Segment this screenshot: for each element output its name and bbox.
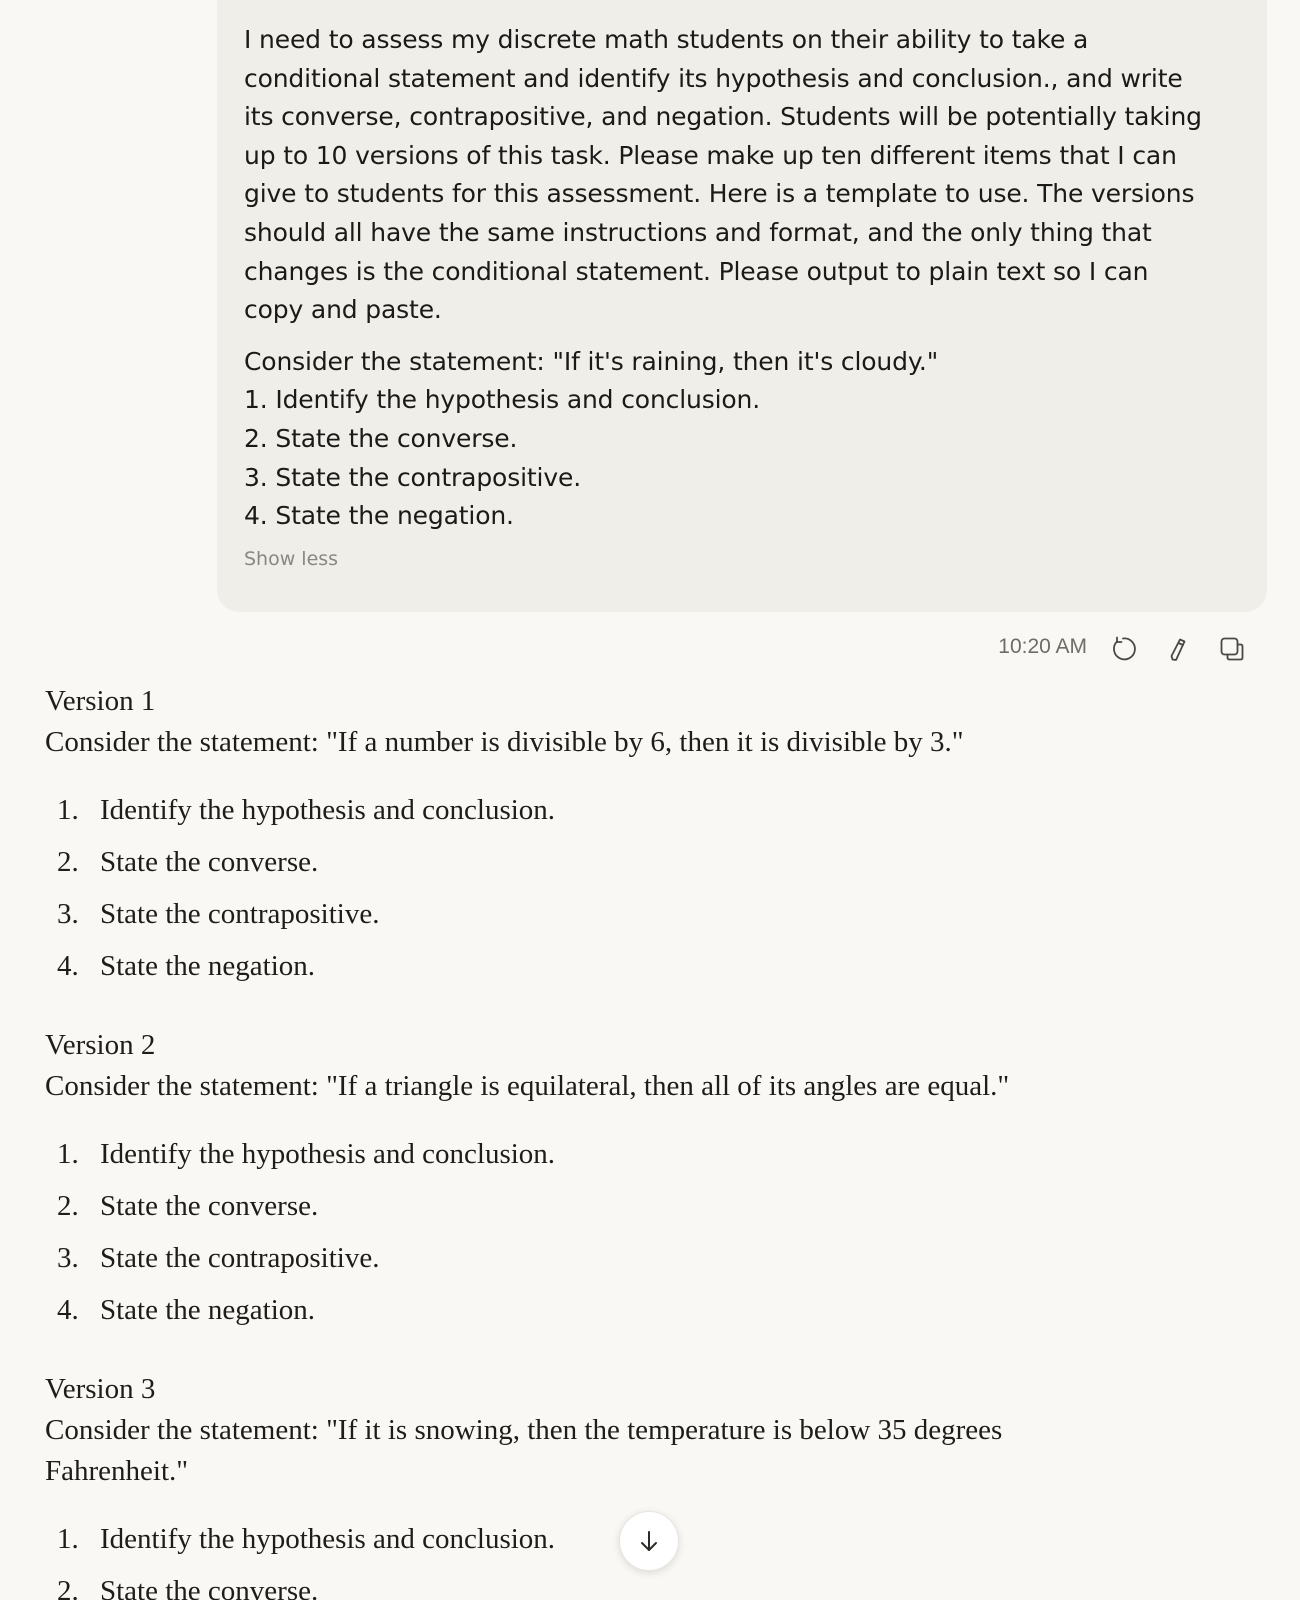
task-number: 2. — [57, 1575, 79, 1600]
task-text: Identify the hypothesis and conclusion. — [100, 794, 556, 826]
task-number: 2. — [57, 846, 79, 878]
task-text: Identify the hypothesis and conclusion. — [100, 1138, 556, 1170]
task-text: State the negation. — [100, 950, 316, 982]
retry-icon[interactable] — [1106, 632, 1140, 666]
task-text: State the contrapositive. — [100, 898, 380, 930]
edit-icon[interactable] — [1160, 632, 1194, 666]
task-number: 2. — [57, 1190, 79, 1222]
task-number: 4. — [57, 950, 79, 982]
template-line: 1. Identify the hypothesis and conclusion. — [244, 385, 761, 415]
user-message-template — [244, 343, 1239, 536]
user-message-line: copy and paste. — [244, 295, 442, 325]
arrow-down-icon — [636, 1528, 662, 1554]
version-block — [45, 1025, 1225, 1336]
version-statement — [45, 1410, 1225, 1492]
version-title: Version 2 — [45, 1029, 156, 1061]
task-text: Identify the hypothesis and conclusion. — [100, 1523, 556, 1555]
template-line: 2. State the converse. — [244, 423, 518, 453]
statement-line: Consider the statement: "If it is snowing, then the temperature is below 35 degrees — [45, 1414, 1003, 1446]
user-message-line: should all have the same instructions and format, and the only thing that — [244, 217, 1152, 247]
copy-icon[interactable] — [1215, 632, 1249, 666]
task-item — [45, 888, 1225, 940]
task-item — [45, 1180, 1225, 1232]
task-text: State the contrapositive. — [100, 1242, 380, 1274]
task-item — [45, 1128, 1225, 1180]
task-number: 3. — [57, 1242, 79, 1274]
version-statement — [45, 722, 1225, 763]
task-list — [45, 1128, 1225, 1336]
task-number: 1. — [57, 794, 79, 826]
task-number: 1. — [57, 1138, 79, 1170]
statement-line: Consider the statement: "If a number is divisible by 6, then it is divisible by 3." — [45, 726, 964, 758]
task-item — [45, 1565, 1225, 1600]
user-message-bubble — [217, 0, 1267, 612]
task-number: 1. — [57, 1523, 79, 1555]
show-less-button[interactable]: Show less — [244, 548, 339, 570]
statement-line: Fahrenheit." — [45, 1455, 189, 1487]
statement-line: Consider the statement: "If a triangle is equilateral, then all of its angles are equal." — [45, 1070, 1010, 1102]
scroll-to-bottom-button[interactable] — [619, 1511, 679, 1571]
task-text: State the converse. — [100, 1190, 319, 1222]
task-item — [45, 1232, 1225, 1284]
task-text: State the converse. — [100, 1575, 319, 1600]
assistant-response — [45, 681, 1225, 1600]
task-item — [45, 940, 1225, 992]
message-actions — [900, 628, 1300, 668]
task-number: 4. — [57, 1294, 79, 1326]
task-item — [45, 836, 1225, 888]
template-line: 3. State the contrapositive. — [244, 462, 581, 492]
user-message-paragraph — [244, 21, 1239, 330]
task-item — [45, 784, 1225, 836]
version-statement — [45, 1066, 1225, 1107]
version-title: Version 3 — [45, 1373, 156, 1405]
task-text: State the negation. — [100, 1294, 316, 1326]
task-text: State the converse. — [100, 846, 319, 878]
version-block — [45, 681, 1225, 992]
user-message-line: changes is the conditional statement. Please output to plain text so I can — [244, 256, 1149, 286]
user-message-line: its converse, contrapositive, and negation. Students will be potentially taking — [244, 102, 1202, 132]
user-message-line: conditional statement and identify its hypothesis and conclusion., and write — [244, 63, 1183, 93]
user-message-line: up to 10 versions of this task. Please make up ten different items that I can — [244, 140, 1177, 170]
template-line: Consider the statement: "If it's raining, then it's cloudy." — [244, 346, 939, 376]
user-message-line: I need to assess my discrete math students on their ability to take a — [244, 25, 1089, 54]
task-list — [45, 784, 1225, 992]
version-title: Version 1 — [45, 685, 156, 717]
user-message-line: give to students for this assessment. Here is a template to use. The versions — [244, 179, 1195, 209]
template-line: 4. State the negation. — [244, 501, 514, 531]
task-number: 3. — [57, 898, 79, 930]
message-timestamp: 10:20 AM — [998, 635, 1087, 658]
task-item — [45, 1284, 1225, 1336]
